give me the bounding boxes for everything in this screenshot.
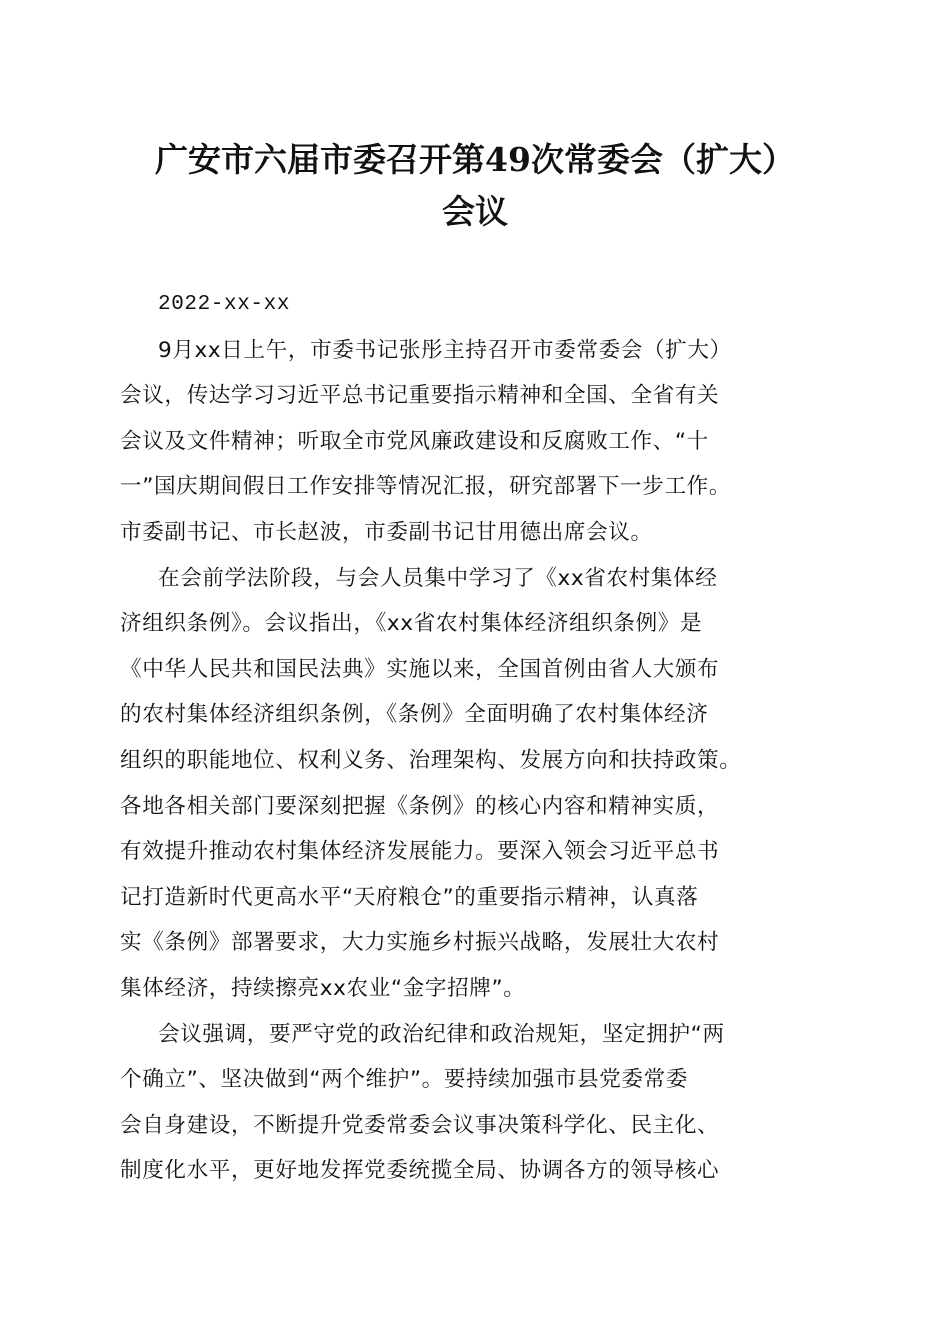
paragraph-line: 在会前学法阶段，与会人员集中学习了《xx省农村集体经 [158, 565, 718, 591]
paragraph-line: 个确立”、坚决做到“两个维护”。要持续加强市县党委常委 [120, 1067, 689, 1093]
paragraph-line: 实《条例》部署要求，大力实施乡村振兴战略，发展壮大农村 [120, 930, 720, 956]
paragraph-line: 有效提升推动农村集体经济发展能力。要深入领会习近平总书 [120, 839, 720, 865]
paragraph-line: 制度化水平，更好地发挥党委统揽全局、协调各方的领导核心 [120, 1158, 720, 1184]
title-line: 广安市六届市委召开第49次常委会（扩大） [155, 140, 795, 179]
paragraph-line: 的农村集体经济组织条例，《条例》全面明确了农村集体经济 [120, 702, 709, 728]
title-line: 会议 [442, 192, 508, 231]
paragraph-line: 集体经济，持续擦亮xx农业“金字招牌”。 [120, 975, 526, 1001]
paragraph [120, 328, 840, 556]
paragraph-line: 会自身建设，不断提升党委常委会议事决策科学化、民主化、 [120, 1112, 720, 1138]
paragraph-line: 会议，传达学习习近平总书记重要指示精神和全国、全省有关 [120, 383, 720, 409]
paragraph-line: 各地各相关部门要深刻把握《条例》的核心内容和精神实质， [120, 793, 720, 819]
paragraph-line: 记打造新时代更高水平“天府粮仓”的重要指示精神，认真落 [120, 884, 699, 910]
document-title [0, 134, 950, 238]
paragraph [120, 1012, 840, 1194]
paragraph-line: 济组织条例》。会议指出，《xx省农村集体经济组织条例》是 [120, 611, 703, 637]
paragraph-line: 组织的职能地位、权利义务、治理架构、发展方向和扶持政策。 [120, 747, 742, 773]
document-date: 2022-xx-xx [158, 293, 291, 316]
paragraph-line: 会议强调，要严守党的政治纪律和政治规矩，坚定拥护“两 [158, 1021, 725, 1047]
paragraph-line: 一”国庆期间假日工作安排等情况汇报，研究部署下一步工作。 [120, 474, 732, 500]
document-body [120, 282, 840, 1194]
paragraph-line: 《中华人民共和国民法典》实施以来，全国首例由省人大颁布 [120, 656, 720, 682]
paragraph-line: 9月xx日上午，市委书记张彤主持召开市委常委会（扩大） [158, 337, 732, 363]
paragraph-line: 会议及文件精神；听取全市党风廉政建设和反腐败工作、“十 [120, 428, 709, 454]
paragraph [120, 556, 840, 1012]
paragraph-line: 市委副书记、市长赵波，市委副书记甘用德出席会议。 [120, 519, 653, 545]
